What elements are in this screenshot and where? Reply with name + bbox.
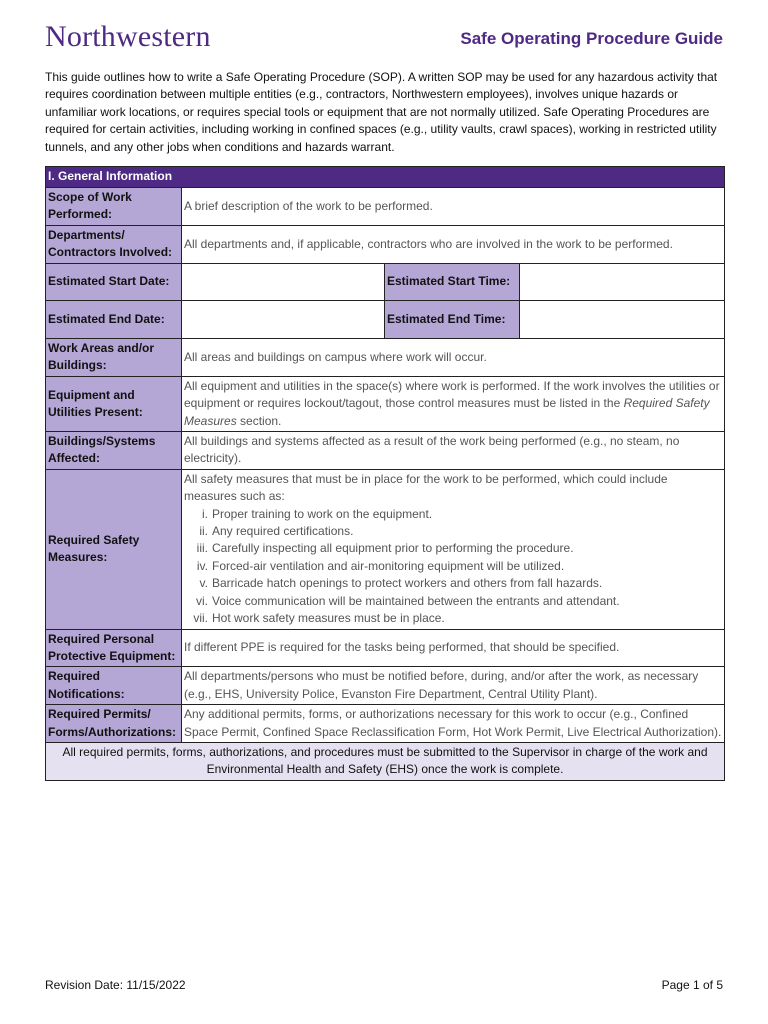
safety-measure-item <box>184 558 722 575</box>
scope-value[interactable]: A brief description of the work to be performed. <box>182 188 725 226</box>
safety-measure-number: i. <box>202 506 208 521</box>
safety-measure-number: vi. <box>196 593 208 608</box>
safety-measure-number: iv. <box>196 558 208 573</box>
ppe-value[interactable]: If different PPE is required for the tasks being performed, that should be specified. <box>182 629 725 667</box>
start-date-value[interactable] <box>182 263 385 300</box>
section-header: I. General Information <box>46 167 725 188</box>
safety-measure-item <box>184 540 722 557</box>
safety-measure-number: vii. <box>193 611 208 626</box>
safety-measure-text: Hot work safety measures must be in place. <box>212 611 445 626</box>
general-information-table <box>45 166 725 781</box>
affected-value[interactable]: All buildings and systems affected as a result of the work being performed (e.g., no steam, no electricity). <box>182 432 725 470</box>
safety-measures-intro: All safety measures that must be in place for the work to be performed, which could include measures such as: <box>184 471 668 504</box>
safety-measures-value[interactable] <box>182 469 725 629</box>
safety-measure-number: ii. <box>199 524 208 539</box>
safety-measure-text: Any required certifications. <box>212 524 354 539</box>
end-time-value[interactable] <box>520 300 725 338</box>
equipment-label: Equipment and Utilities Present: <box>46 376 182 431</box>
page-number: Page 1 of 5 <box>661 978 723 992</box>
affected-label: Buildings/Systems Affected: <box>46 432 182 470</box>
safety-measures-list <box>184 506 722 628</box>
start-time-label: Estimated Start Time: <box>385 263 520 300</box>
safety-measure-item <box>184 593 722 610</box>
permits-value[interactable]: Any additional permits, forms, or authorizations necessary for this work to occur (e.g., Confined Space Permit, Confined Space Reclassification Form, Hot Work Permit, Live Electrical Authorization). <box>182 705 725 743</box>
notifications-label: Required Notifications: <box>46 667 182 705</box>
ppe-label: Required Personal Protective Equipment: <box>46 629 182 667</box>
safety-measures-reference: Required Safety Measures <box>184 396 710 428</box>
submission-note: All required permits, forms, authorizations, and procedures must be submitted to the Supervisor in charge of the work and Environmental Health and Safety (EHS) once the work is complete. <box>46 742 725 780</box>
safety-measure-text: Forced-air ventilation and air-monitoring equipment will be utilized. <box>212 558 565 573</box>
notifications-value[interactable]: All departments/persons who must be notified before, during, and/or after the work, as necessary (e.g., EHS, University Police, Evanston Fire Department, Central Utility Plant). <box>182 667 725 705</box>
safety-measure-text: Voice communication will be maintained between the entrants and attendant. <box>212 593 620 608</box>
work-areas-label: Work Areas and/or Buildings: <box>46 338 182 376</box>
permits-label: Required Permits/ Forms/Authorizations: <box>46 705 182 743</box>
equipment-value-end: section. <box>236 413 282 428</box>
northwestern-logo: Northwestern <box>45 20 211 53</box>
work-areas-value[interactable]: All areas and buildings on campus where work will occur. <box>182 338 725 376</box>
safety-measure-item <box>184 610 722 627</box>
departments-value[interactable]: All departments and, if applicable, contractors who are involved in the work to be performed. <box>182 225 725 263</box>
end-time-label: Estimated End Time: <box>385 300 520 338</box>
safety-measure-number: iii. <box>196 541 208 556</box>
equipment-value[interactable] <box>182 376 725 431</box>
revision-date: Revision Date: 11/15/2022 <box>45 978 186 992</box>
intro-paragraph: This guide outlines how to write a Safe Operating Procedure (SOP). A written SOP may be used for any hazardous activity that requires coordination between multiple entities (e.g., contractors, Northwestern employees), involves unique hazards or unfamiliar work locations, or requires special tools or equipment that are not normally utilized. Safe Operating Procedures are required for certain activities, including working in confined spaces (e.g., utility vaults, crawl spaces), working in restricted utility tunnels, and any other jobs when conditions and hazards warrant. <box>45 70 718 154</box>
departments-label: Departments/ Contractors Involved: <box>46 225 182 263</box>
safety-measure-number: v. <box>199 576 208 591</box>
guide-title: Safe Operating Procedure Guide <box>460 29 723 48</box>
safety-measure-item <box>184 523 722 540</box>
start-date-label: Estimated Start Date: <box>46 263 182 300</box>
safety-measure-text: Barricade hatch openings to protect workers and others from fall hazards. <box>212 576 603 591</box>
scope-label: Scope of Work Performed: <box>46 188 182 226</box>
safety-measure-item <box>184 506 722 523</box>
end-date-value[interactable] <box>182 300 385 338</box>
safety-measure-text: Proper training to work on the equipment. <box>212 506 433 521</box>
equipment-value-text: All equipment and utilities in the space(s) where work is performed. If the work involves the utilities or equipment or requires lockout/tagout, those control measures must be listed in the <box>184 378 720 411</box>
end-date-label: Estimated End Date: <box>46 300 182 338</box>
safety-measure-text: Carefully inspecting all equipment prior to performing the procedure. <box>212 541 574 556</box>
page-header <box>45 18 723 58</box>
safety-measures-label: Required Safety Measures: <box>46 469 182 629</box>
safety-measure-item <box>184 575 722 592</box>
start-time-value[interactable] <box>520 263 725 300</box>
